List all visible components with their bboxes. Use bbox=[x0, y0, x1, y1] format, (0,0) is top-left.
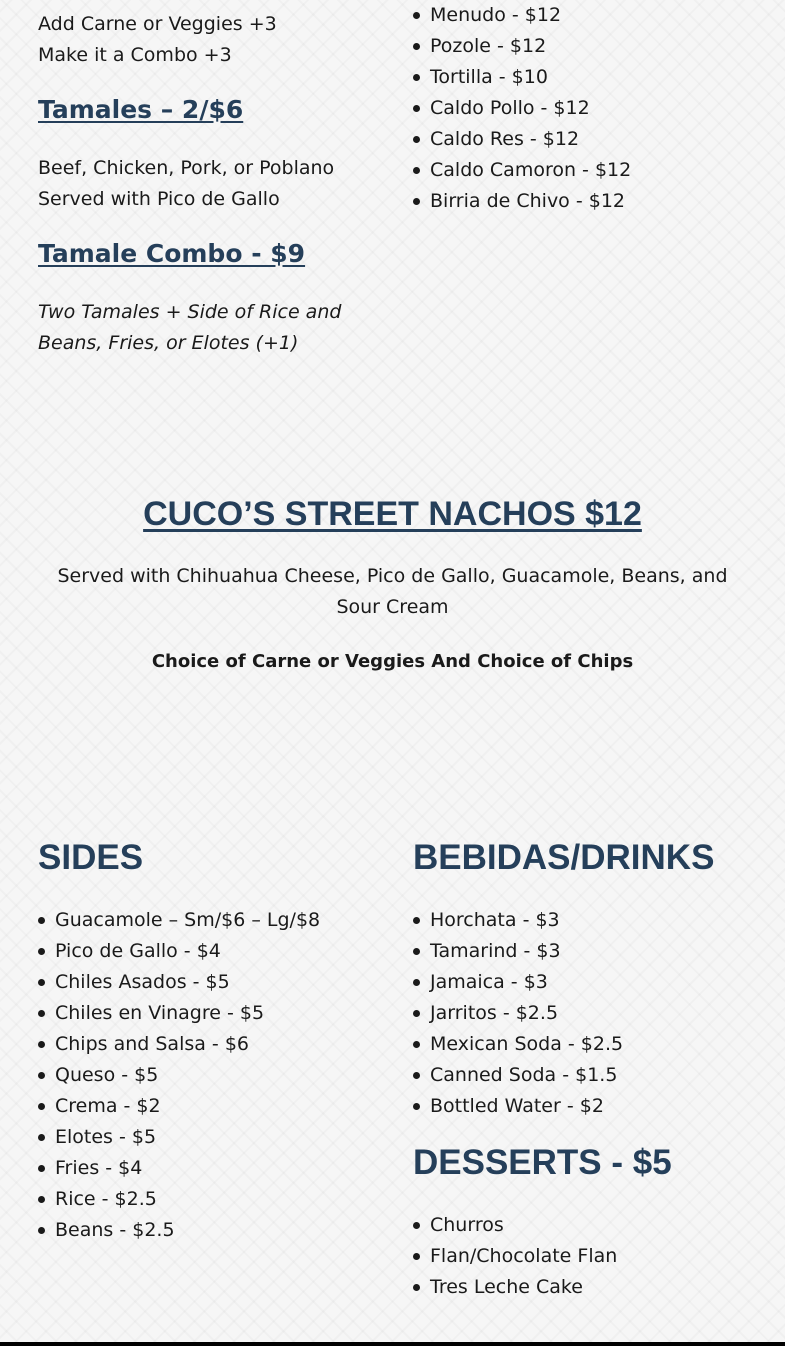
list-item: Pozole - $12 bbox=[413, 31, 631, 62]
list-item: Queso - $5 bbox=[38, 1060, 320, 1091]
nachos-description: Served with Chihuahua Cheese, Pico de Gallo, Guacamole, Beans, and Sour Cream bbox=[57, 565, 728, 618]
drinks-title: BEBIDAS/DRINKS bbox=[413, 838, 715, 877]
combo-desc-line-1: Two Tamales + Side of Rice and bbox=[38, 301, 342, 323]
list-item: Beans - $2.5 bbox=[38, 1215, 320, 1246]
sides-list bbox=[38, 905, 320, 1246]
tamales-title: Tamales – 2/$6 bbox=[38, 95, 244, 124]
list-item: Fries - $4 bbox=[38, 1153, 320, 1184]
bottom-divider bbox=[0, 1342, 785, 1346]
list-item: Caldo Camoron - $12 bbox=[413, 155, 631, 186]
list-item: Rice - $2.5 bbox=[38, 1184, 320, 1215]
list-item: Jamaica - $3 bbox=[413, 967, 623, 998]
list-item: Elotes - $5 bbox=[38, 1122, 320, 1153]
list-item: Horchata - $3 bbox=[413, 905, 623, 936]
add-carne-line: Add Carne or Veggies +3 bbox=[38, 13, 277, 35]
list-item: Tres Leche Cake bbox=[413, 1272, 617, 1303]
list-item: Flan/Chocolate Flan bbox=[413, 1241, 617, 1272]
list-item: Menudo - $12 bbox=[413, 0, 631, 31]
combo-upgrade-line: Make it a Combo +3 bbox=[38, 44, 232, 66]
list-item: Birria de Chivo - $12 bbox=[413, 186, 631, 217]
tamales-flavors: Beef, Chicken, Pork, or Poblano bbox=[38, 157, 335, 179]
nachos-title: CUCO’S STREET NACHOS $12 bbox=[143, 495, 642, 533]
sides-title: SIDES bbox=[38, 838, 144, 877]
tamales-served: Served with Pico de Gallo bbox=[38, 188, 280, 210]
nachos-choice: Choice of Carne or Veggies And Choice of Chips bbox=[151, 651, 634, 672]
desserts-list bbox=[413, 1210, 617, 1303]
list-item: Churros bbox=[413, 1210, 617, 1241]
list-item: Mexican Soda - $2.5 bbox=[413, 1029, 623, 1060]
list-item: Caldo Res - $12 bbox=[413, 124, 631, 155]
list-item: Chiles Asados - $5 bbox=[38, 967, 320, 998]
list-item: Guacamole – Sm/$6 – Lg/$8 bbox=[38, 905, 320, 936]
desserts-title: DESSERTS - $5 bbox=[413, 1143, 672, 1182]
list-item: Tortilla - $10 bbox=[413, 62, 631, 93]
list-item: Tamarind - $3 bbox=[413, 936, 623, 967]
list-item: Chiles en Vinagre - $5 bbox=[38, 998, 320, 1029]
list-item: Chips and Salsa - $6 bbox=[38, 1029, 320, 1060]
list-item: Pico de Gallo - $4 bbox=[38, 936, 320, 967]
drinks-list bbox=[413, 905, 623, 1122]
combo-desc-line-2: Beans, Fries, or Elotes (+1) bbox=[38, 332, 299, 354]
list-item: Crema - $2 bbox=[38, 1091, 320, 1122]
list-item: Bottled Water - $2 bbox=[413, 1091, 623, 1122]
list-item: Caldo Pollo - $12 bbox=[413, 93, 631, 124]
soups-list bbox=[413, 0, 631, 217]
list-item: Jarritos - $2.5 bbox=[413, 998, 623, 1029]
tamale-combo-title: Tamale Combo - $9 bbox=[38, 239, 306, 268]
list-item: Canned Soda - $1.5 bbox=[413, 1060, 623, 1091]
